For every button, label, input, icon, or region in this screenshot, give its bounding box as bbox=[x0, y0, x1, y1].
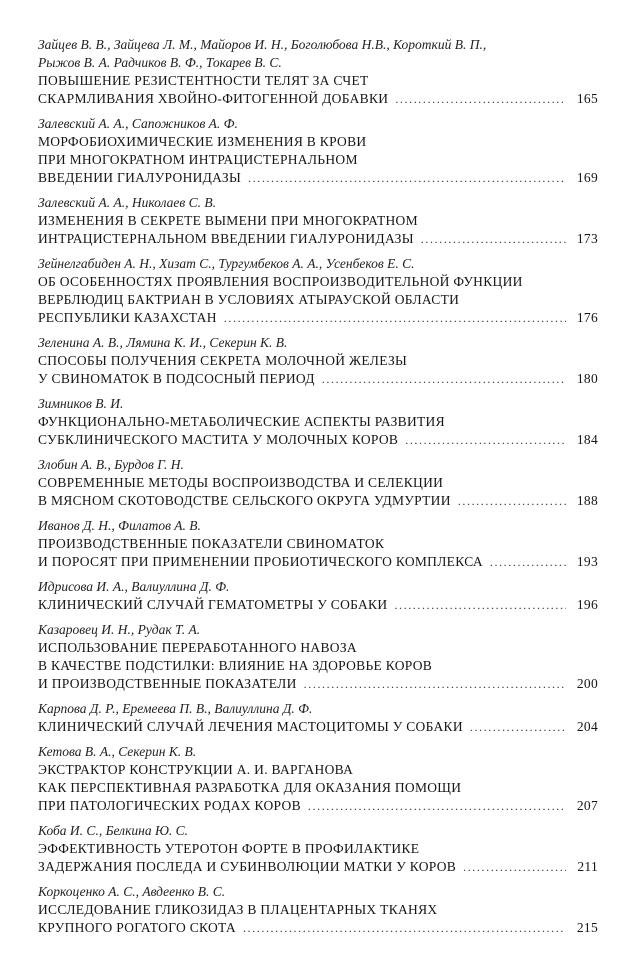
title-line: ФУНКЦИОНАЛЬНО-МЕТАБОЛИЧЕСКИЕ АСПЕКТЫ РАЗВИТИЯ bbox=[38, 414, 445, 429]
dot-leader bbox=[322, 370, 566, 388]
toc-entry bbox=[38, 700, 598, 736]
title-line-with-page bbox=[38, 492, 598, 510]
title-text: ИНТРАЦИСТЕРНАЛЬНОМ ВВЕДЕНИИ ГИАЛУРОНИДАЗЫ bbox=[38, 231, 414, 246]
entry-authors bbox=[38, 334, 598, 352]
author-line: Коба И. С., Белкина Ю. С. bbox=[38, 823, 189, 838]
title-line-with-page bbox=[38, 675, 598, 693]
title-line-with-page bbox=[38, 596, 598, 614]
title-line-with-page bbox=[38, 431, 598, 449]
author-line: Карпова Д. Р., Еремеева П. В., Валиуллина Д. Ф. bbox=[38, 701, 313, 716]
entry-title bbox=[38, 273, 598, 327]
page-number: 188 bbox=[576, 493, 598, 508]
title-line-with-page bbox=[38, 858, 598, 876]
toc-entry bbox=[38, 194, 598, 248]
toc-entry bbox=[38, 456, 598, 510]
entry-authors bbox=[38, 115, 598, 133]
page-number: 207 bbox=[576, 798, 598, 813]
dot-leader bbox=[405, 431, 566, 449]
author-line: Зейнелгабиден А. Н., Хизат С., Тургумбеков А. А., Усенбеков Е. С. bbox=[38, 256, 415, 271]
author-line: Иванов Д. Н., Филатов А. В. bbox=[38, 518, 201, 533]
title-line: ПРИ МНОГОКРАТНОМ ИНТРАЦИСТЕРНАЛЬНОМ bbox=[38, 152, 358, 167]
title-line-with-page bbox=[38, 553, 598, 571]
entry-title bbox=[38, 535, 598, 571]
title-line-with-page bbox=[38, 370, 598, 388]
toc-entry bbox=[38, 822, 598, 876]
title-line-with-page bbox=[38, 718, 598, 736]
dot-leader bbox=[243, 919, 566, 937]
toc-entry bbox=[38, 395, 598, 449]
title-line-with-page bbox=[38, 797, 598, 815]
author-line: Рыжов В. А. Радчиков В. Ф., Токарев В. С. bbox=[38, 55, 282, 70]
author-line: Зеленина А. В., Лямина К. И., Секерин К. В. bbox=[38, 335, 288, 350]
title-text: В МЯСНОМ СКОТОВОДСТВЕ СЕЛЬСКОГО ОКРУГА УДМУРТИИ bbox=[38, 493, 451, 508]
entry-title bbox=[38, 474, 598, 510]
dot-leader bbox=[463, 858, 566, 876]
title-text: ВВЕДЕНИИ ГИАЛУРОНИДАЗЫ bbox=[38, 170, 242, 185]
title-line-with-page bbox=[38, 309, 598, 327]
entry-authors bbox=[38, 36, 598, 72]
page-number: 169 bbox=[576, 170, 598, 185]
title-text: У СВИНОМАТОК В ПОДСОСНЫЙ ПЕРИОД bbox=[38, 371, 315, 386]
dot-leader bbox=[395, 90, 566, 108]
page-number: 184 bbox=[576, 432, 598, 447]
entry-authors bbox=[38, 517, 598, 535]
entry-title bbox=[38, 352, 598, 388]
toc-entry bbox=[38, 621, 598, 693]
dot-leader bbox=[421, 230, 566, 248]
title-text: И ПРОИЗВОДСТВЕННЫЕ ПОКАЗАТЕЛИ bbox=[38, 676, 297, 691]
toc-entry bbox=[38, 578, 598, 614]
page-number: 211 bbox=[577, 859, 598, 874]
title-line-with-page bbox=[38, 230, 598, 248]
title-line: ОБ ОСОБЕННОСТЯХ ПРОЯВЛЕНИЯ ВОСПРОИЗВОДИТЕЛЬНОЙ ФУНКЦИИ bbox=[38, 274, 523, 289]
entry-title bbox=[38, 72, 598, 108]
author-line: Идрисова И. А., Валиуллина Д. Ф. bbox=[38, 579, 230, 594]
page-number: 173 bbox=[576, 231, 598, 246]
page-number: 180 bbox=[576, 371, 598, 386]
title-text: РЕСПУБЛИКИ КАЗАХСТАН bbox=[38, 310, 217, 325]
page-number: 200 bbox=[576, 676, 598, 691]
title-line: МОРФОБИОХИМИЧЕСКИЕ ИЗМЕНЕНИЯ В КРОВИ bbox=[38, 134, 367, 149]
dot-leader bbox=[248, 169, 566, 187]
entry-authors bbox=[38, 700, 598, 718]
title-line: ПРОИЗВОДСТВЕННЫЕ ПОКАЗАТЕЛИ СВИНОМАТОК bbox=[38, 536, 385, 551]
dot-leader bbox=[304, 675, 566, 693]
toc-entry bbox=[38, 36, 598, 108]
entry-authors bbox=[38, 743, 598, 761]
entry-title bbox=[38, 596, 598, 614]
entry-authors bbox=[38, 255, 598, 273]
author-line: Залевский А. А., Сапожников А. Ф. bbox=[38, 116, 238, 131]
page-number: 165 bbox=[576, 91, 598, 106]
toc-entry bbox=[38, 334, 598, 388]
title-line: В КАЧЕСТВЕ ПОДСТИЛКИ: ВЛИЯНИЕ НА ЗДОРОВЬЕ КОРОВ bbox=[38, 658, 433, 673]
title-line: ПОВЫШЕНИЕ РЕЗИСТЕНТНОСТИ ТЕЛЯТ ЗА СЧЕТ bbox=[38, 73, 369, 88]
author-line: Зимников В. И. bbox=[38, 396, 124, 411]
page-number: 193 bbox=[576, 554, 598, 569]
entry-title bbox=[38, 212, 598, 248]
title-text: ЗАДЕРЖАНИЯ ПОСЛЕДА И СУБИНВОЛЮЦИИ МАТКИ У КОРОВ bbox=[38, 859, 457, 874]
title-line: ИССЛЕДОВАНИЕ ГЛИКОЗИДАЗ В ПЛАЦЕНТАРНЫХ ТКАНЯХ bbox=[38, 902, 438, 917]
title-text: КРУПНОГО РОГАТОГО СКОТА bbox=[38, 920, 236, 935]
toc-entry bbox=[38, 743, 598, 815]
dot-leader bbox=[394, 596, 566, 614]
dot-leader bbox=[458, 492, 566, 510]
entry-title bbox=[38, 901, 598, 937]
entry-title bbox=[38, 761, 598, 815]
entry-title bbox=[38, 840, 598, 876]
title-line: СОВРЕМЕННЫЕ МЕТОДЫ ВОСПРОИЗВОДСТВА И СЕЛЕКЦИИ bbox=[38, 475, 444, 490]
entry-title bbox=[38, 639, 598, 693]
title-text: ПРИ ПАТОЛОГИЧЕСКИХ РОДАХ КОРОВ bbox=[38, 798, 301, 813]
toc-entry bbox=[38, 255, 598, 327]
entry-authors bbox=[38, 456, 598, 474]
title-line: КАК ПЕРСПЕКТИВНАЯ РАЗРАБОТКА ДЛЯ ОКАЗАНИЯ ПОМОЩИ bbox=[38, 780, 462, 795]
title-text: СУБКЛИНИЧЕСКОГО МАСТИТА У МОЛОЧНЫХ КОРОВ bbox=[38, 432, 399, 447]
toc-entry bbox=[38, 883, 598, 937]
dot-leader bbox=[308, 797, 566, 815]
title-text: КЛИНИЧЕСКИЙ СЛУЧАЙ ГЕМАТОМЕТРЫ У СОБАКИ bbox=[38, 597, 388, 612]
title-line: ИСПОЛЬЗОВАНИЕ ПЕРЕРАБОТАННОГО НАВОЗА bbox=[38, 640, 357, 655]
dot-leader bbox=[224, 309, 566, 327]
author-line: Злобин А. В., Бурдов Г. Н. bbox=[38, 457, 184, 472]
entry-authors bbox=[38, 578, 598, 596]
page-number: 196 bbox=[576, 597, 598, 612]
author-line: Коркоценко А. С., Авдеенко В. С. bbox=[38, 884, 226, 899]
entry-authors bbox=[38, 883, 598, 901]
toc-entry bbox=[38, 517, 598, 571]
author-line: Кетова В. А., Секерин К. В. bbox=[38, 744, 197, 759]
page-number: 215 bbox=[576, 920, 598, 935]
title-text: СКАРМЛИВАНИЯ ХВОЙНО-ФИТОГЕННОЙ ДОБАВКИ bbox=[38, 91, 389, 106]
entry-authors bbox=[38, 822, 598, 840]
title-line: ВЕРБЛЮДИЦ БАКТРИАН В УСЛОВИЯХ АТЫРАУСКОЙ ОБЛАСТИ bbox=[38, 292, 460, 307]
page-number: 176 bbox=[576, 310, 598, 325]
author-line: Казаровец И. Н., Рудак Т. А. bbox=[38, 622, 201, 637]
title-line-with-page bbox=[38, 919, 598, 937]
author-line: Зайцев В. В., Зайцева Л. М., Майоров И. Н., Боголюбова Н.В., Короткий В. П., bbox=[38, 37, 487, 52]
toc-list bbox=[38, 36, 598, 937]
toc-entry bbox=[38, 115, 598, 187]
title-text: КЛИНИЧЕСКИЙ СЛУЧАЙ ЛЕЧЕНИЯ МАСТОЦИТОМЫ У СОБАКИ bbox=[38, 719, 463, 734]
entry-authors bbox=[38, 395, 598, 413]
author-line: Залевский А. А., Николаев С. В. bbox=[38, 195, 216, 210]
title-line: ЭКСТРАКТОР КОНСТРУКЦИИ А. И. ВАРГАНОВА bbox=[38, 762, 354, 777]
entry-authors bbox=[38, 194, 598, 212]
title-line-with-page bbox=[38, 169, 598, 187]
entry-authors bbox=[38, 621, 598, 639]
title-line: ЭФФЕКТИВНОСТЬ УТЕРОТОН ФОРТЕ В ПРОФИЛАКТИКЕ bbox=[38, 841, 420, 856]
dot-leader bbox=[470, 718, 566, 736]
title-line: СПОСОБЫ ПОЛУЧЕНИЯ СЕКРЕТА МОЛОЧНОЙ ЖЕЛЕЗЫ bbox=[38, 353, 408, 368]
entry-title bbox=[38, 718, 598, 736]
title-line: ИЗМЕНЕНИЯ В СЕКРЕТЕ ВЫМЕНИ ПРИ МНОГОКРАТНОМ bbox=[38, 213, 418, 228]
entry-title bbox=[38, 133, 598, 187]
title-text: И ПОРОСЯТ ПРИ ПРИМЕНЕНИИ ПРОБИОТИЧЕСКОГО КОМПЛЕКСА bbox=[38, 554, 483, 569]
dot-leader bbox=[490, 553, 566, 571]
entry-title bbox=[38, 413, 598, 449]
title-line-with-page bbox=[38, 90, 598, 108]
page-number: 204 bbox=[576, 719, 598, 734]
